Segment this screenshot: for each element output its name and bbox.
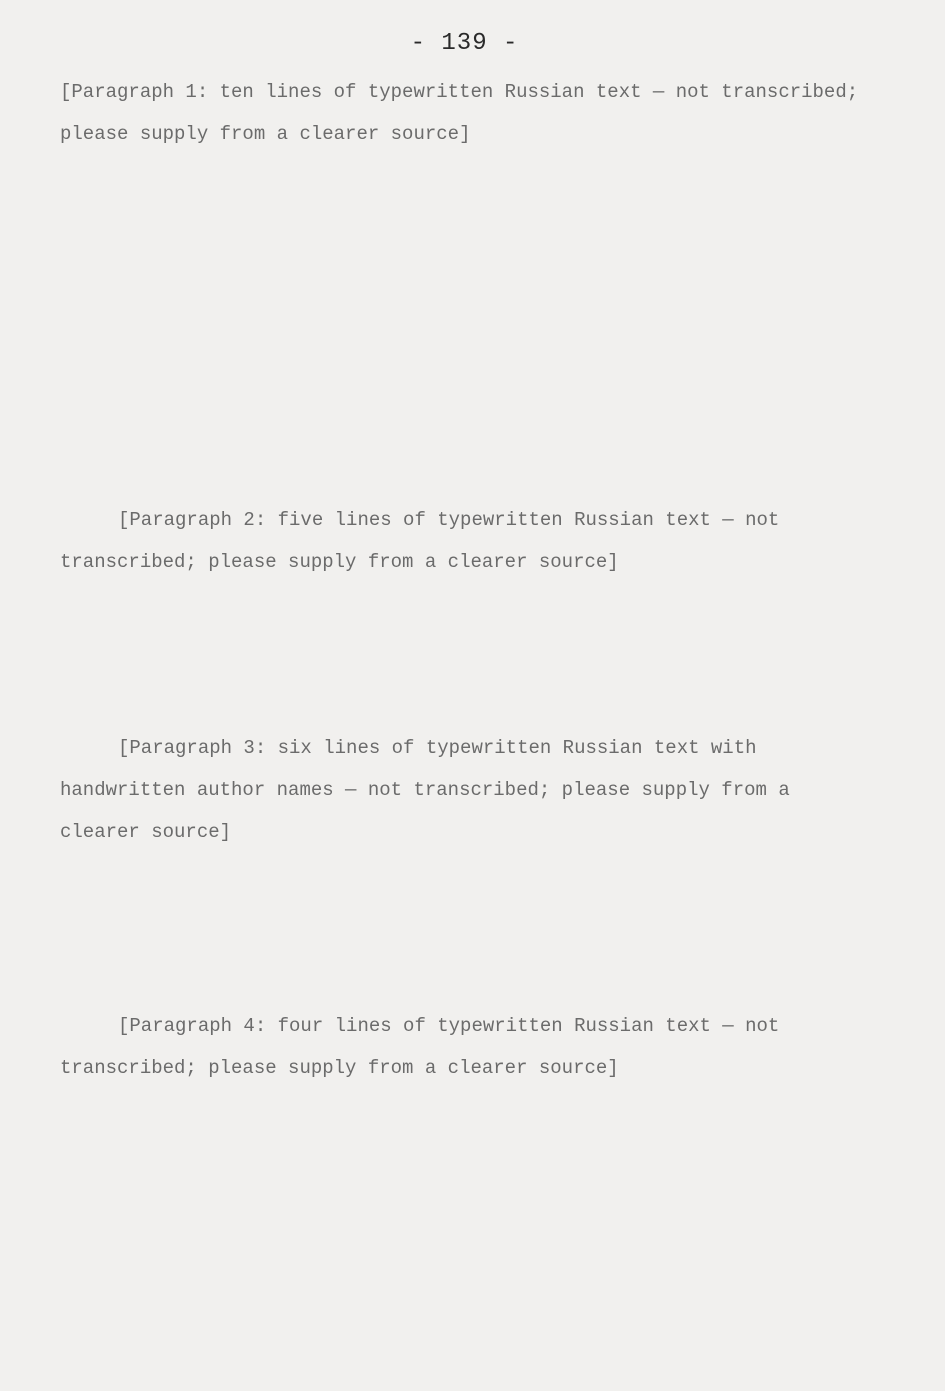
paragraph-4: [Paragraph 4: four lines of typewritten Russian text — not transcribed; please supply from a clearer source] — [60, 1015, 791, 1079]
paragraph-3: [Paragraph 3: six lines of typewritten Russian text with handwritten author names — not transcribed; please supply from a clearer source] — [60, 737, 802, 843]
paragraph-1: [Paragraph 1: ten lines of typewritten Russian text — not transcribed; please supply from a clearer source] — [60, 81, 870, 145]
paragraph-2: [Paragraph 2: five lines of typewritten Russian text — not transcribed; please supply from a clearer source] — [60, 509, 791, 573]
page-number: - 139 - — [410, 30, 519, 57]
